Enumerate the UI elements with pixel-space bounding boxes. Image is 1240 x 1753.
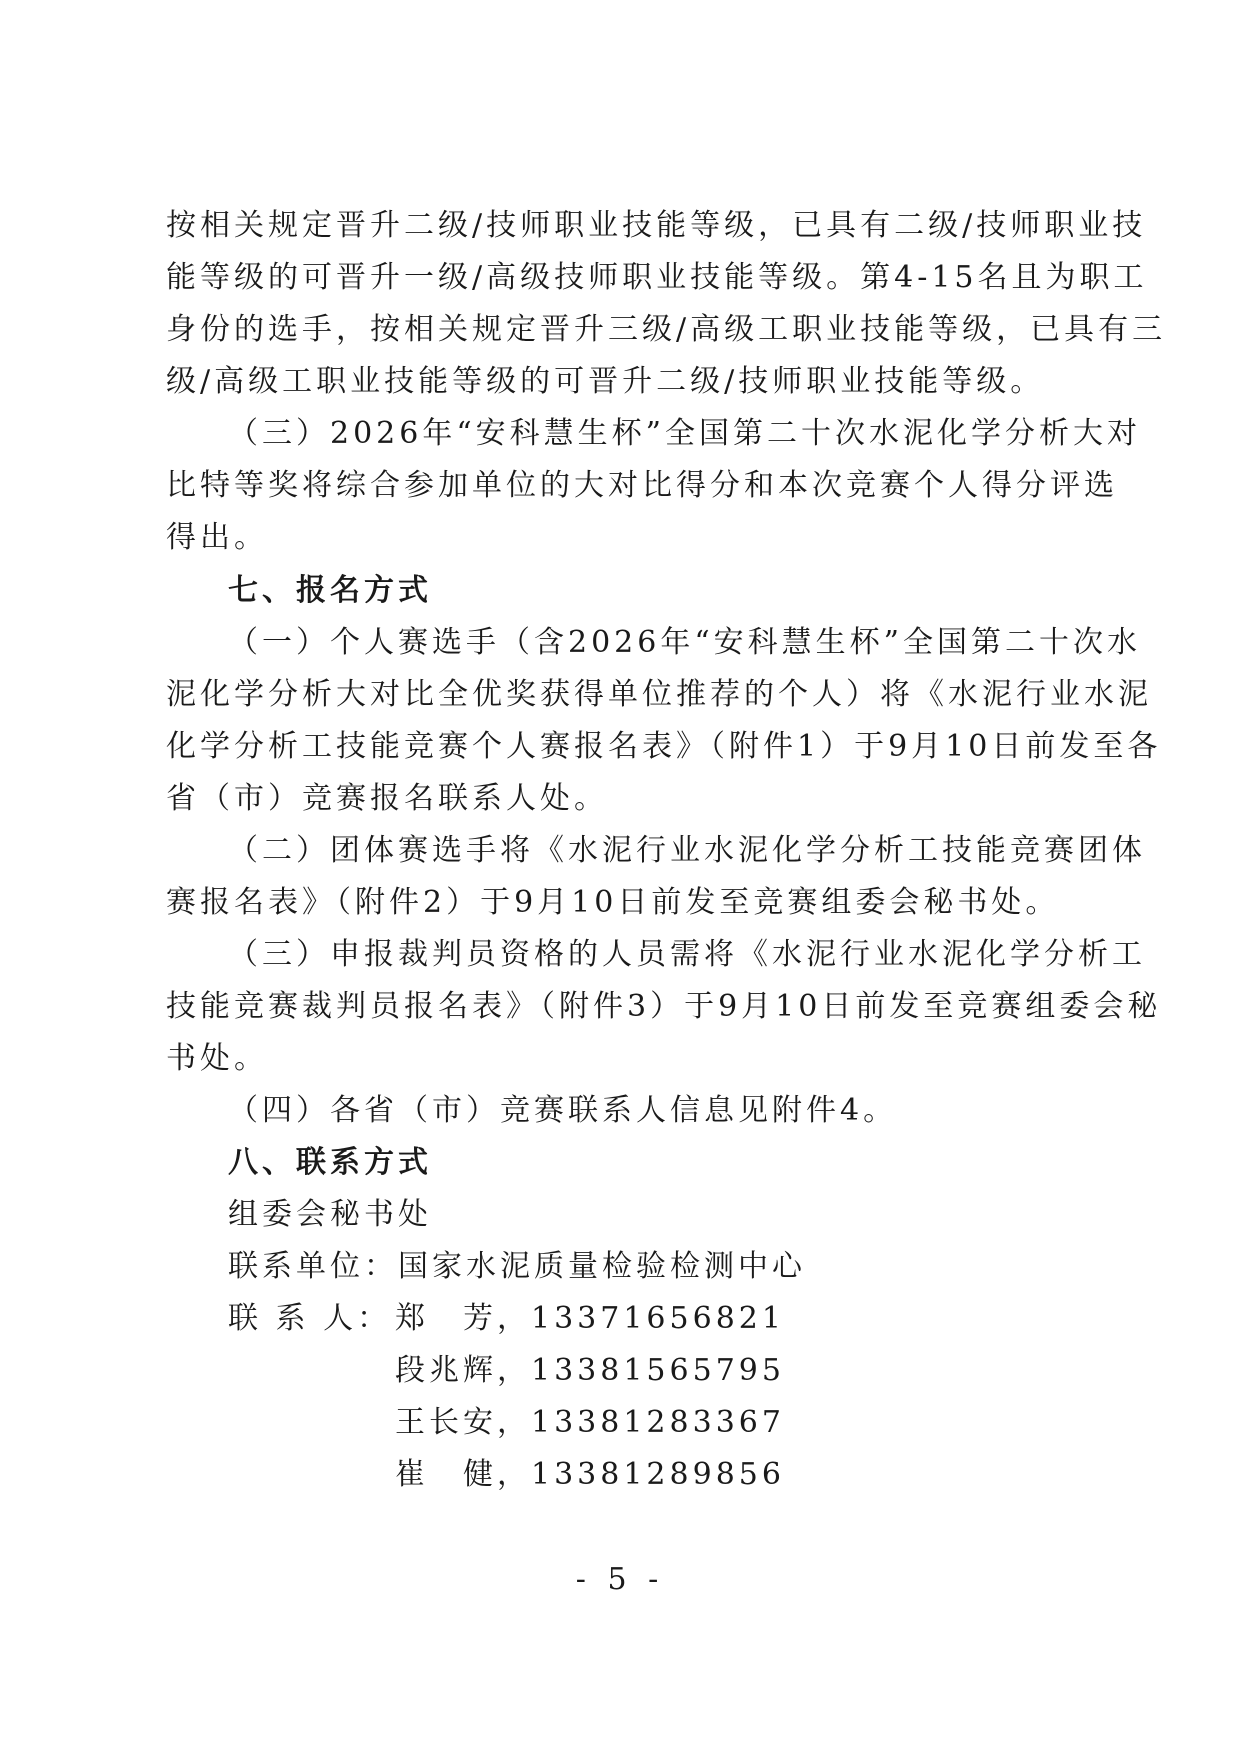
contact-person: 崔 健，13381289856 — [395, 1457, 785, 1492]
paragraph-line: （一）个人赛选手（含2026年“安科慧生杯”全国第二十次水 — [228, 625, 1142, 660]
contact-office: 组委会秘书处 — [228, 1197, 432, 1232]
section-heading: 八、联系方式 — [228, 1145, 432, 1180]
paragraph-line: 比特等奖将综合参加单位的大对比得分和本次竞赛个人得分评选 — [166, 468, 1118, 503]
paragraph-line: （三）申报裁判员资格的人员需将《水泥行业水泥化学分析工 — [228, 937, 1146, 972]
paragraph-line: 化学分析工技能竞赛个人赛报名表》（附件1）于9月10日前发至各 — [166, 729, 1162, 764]
contact-person: 段兆辉，13381565795 — [395, 1353, 785, 1388]
contact-label: 联 系 人： — [228, 1301, 392, 1336]
paragraph-line: （四）各省（市）竞赛联系人信息见附件4。 — [228, 1093, 898, 1128]
paragraph-line: 泥化学分析大对比全优奖获得单位推荐的个人）将《水泥行业水泥 — [166, 677, 1152, 712]
paragraph-line: 书处。 — [166, 1041, 268, 1076]
paragraph-line: 技能竞赛裁判员报名表》（附件3）于9月10日前发至竞赛组委会秘 — [166, 989, 1162, 1024]
paragraph-line: 级/高级工职业技能等级的可晋升二级/技师职业技能等级。 — [166, 364, 1045, 399]
section-heading: 七、报名方式 — [228, 573, 432, 608]
contact-person: 王长安，13381283367 — [395, 1405, 785, 1440]
page-number: - 5 - — [575, 1562, 665, 1597]
paragraph-line: 按相关规定晋升二级/技师职业技能等级，已具有二级/技师职业技 — [166, 208, 1147, 243]
paragraph-line: 得出。 — [166, 520, 268, 555]
paragraph-line: 能等级的可晋升一级/高级技师职业技能等级。第4-15名且为职工 — [166, 260, 1148, 295]
paragraph-line: （三）2026年“安科慧生杯”全国第二十次水泥化学分析大对 — [228, 416, 1142, 451]
paragraph-line: 身份的选手，按相关规定晋升三级/高级工职业技能等级，已具有三 — [166, 312, 1167, 347]
paragraph-line: 省（市）竞赛报名联系人处。 — [166, 781, 608, 816]
paragraph-line: （二）团体赛选手将《水泥行业水泥化学分析工技能竞赛团体 — [228, 833, 1146, 868]
paragraph-line: 赛报名表》（附件2）于9月10日前发至竞赛组委会秘书处。 — [166, 885, 1060, 920]
contact-unit: 联系单位：国家水泥质量检验检测中心 — [228, 1249, 806, 1284]
contact-person: 郑 芳，13371656821 — [395, 1301, 785, 1336]
